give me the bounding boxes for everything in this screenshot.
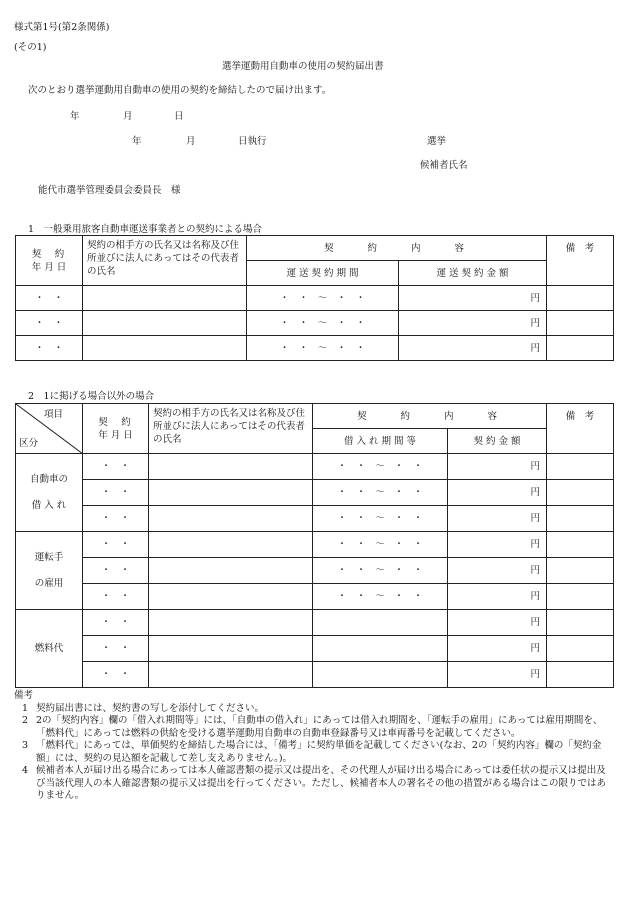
s2-period-cell: ・ ・ ～ ・ ・ xyxy=(313,584,448,610)
s2-remarks-cell xyxy=(547,584,614,610)
s2-remarks-cell xyxy=(547,662,614,688)
s2-amount-cell: 円 xyxy=(448,662,547,688)
s2-period-cell: ・ ・ ～ ・ ・ xyxy=(313,454,448,480)
intro-text: 次のとおり選挙運動用自動車の使用の契約を締結したので届け出ます。 xyxy=(28,85,332,96)
s2-amount-cell: 円 xyxy=(448,610,547,636)
s2-date-cell: ・ ・ xyxy=(83,480,149,506)
s1-period-cell: ・ ・ ～ ・ ・ xyxy=(247,286,399,311)
table-row xyxy=(16,311,614,336)
s2-party-cell xyxy=(149,610,313,636)
table-row xyxy=(16,532,614,558)
date-day-label: 日 xyxy=(174,111,184,122)
note-item: 1 契約届出書には、契約書の写しを添付してください。 xyxy=(22,702,265,714)
table-row xyxy=(16,636,614,662)
note-item: 4 候補者本人が届け出る場合にあっては本人確認書類の提示又は提出を、その代理人が届け出る場合にあっては委任状の提示又は提出及び当該代理人の本人確認書類の提示又は提出を行ってください。ただし、候補者本人の署名その他の措置がある場合はこの限りではありません。 xyxy=(22,765,607,801)
table-row xyxy=(16,286,614,311)
s1-amount-header: 運 送 契 約 金 額 xyxy=(399,261,547,286)
s1-contract-header: 契 約 内 容 xyxy=(247,236,547,261)
s2-period-cell: ・ ・ ～ ・ ・ xyxy=(313,480,448,506)
exec-year-label: 年 xyxy=(132,136,142,147)
s2-item-label: 項目 xyxy=(44,409,64,420)
s2-period-cell: ・ ・ ～ ・ ・ xyxy=(313,532,448,558)
s1-remarks-cell xyxy=(547,336,614,361)
exec-month-label: 月 xyxy=(186,136,196,147)
s1-remarks-header: 備 考 xyxy=(547,236,614,286)
table-row xyxy=(16,506,614,532)
s2-group-fuel: 燃料代 xyxy=(16,610,83,688)
s2-remarks-header: 備 考 xyxy=(547,404,614,454)
s2-party-cell xyxy=(149,532,313,558)
s2-date-cell: ・ ・ xyxy=(83,454,149,480)
s2-party-cell xyxy=(149,506,313,532)
section1-heading: 1 一般乗用旅客自動車運送事業者との契約による場合 xyxy=(28,224,263,235)
s2-group-car-rental: 自動車の 借 入 れ xyxy=(16,454,83,532)
s2-party-cell xyxy=(149,636,313,662)
form-part: (その1) xyxy=(14,42,47,53)
s2-party-header: 契約の相手方の氏名又は名称及び住所並びに法人にあってはその代表者の氏名 xyxy=(149,404,313,454)
s2-remarks-cell xyxy=(547,480,614,506)
election-label: 選挙 xyxy=(427,136,447,147)
s2-period-cell xyxy=(313,636,448,662)
s2-date-cell: ・ ・ xyxy=(83,532,149,558)
exec-day-label: 日執行 xyxy=(238,136,267,147)
s2-date-cell: ・ ・ xyxy=(83,558,149,584)
s2-amount-cell: 円 xyxy=(448,636,547,662)
s2-amount-cell: 円 xyxy=(448,506,547,532)
s1-period-cell: ・ ・ ～ ・ ・ xyxy=(247,336,399,361)
s1-party-cell xyxy=(83,286,247,311)
table-row xyxy=(16,558,614,584)
s2-date-cell: ・ ・ xyxy=(83,506,149,532)
s2-amount-header: 契 約 金 額 xyxy=(448,429,547,454)
s2-date-cell: ・ ・ xyxy=(83,584,149,610)
table-row xyxy=(16,584,614,610)
s2-date-cell: ・ ・ xyxy=(83,662,149,688)
s2-contract-header: 契 約 内 容 xyxy=(313,404,547,429)
s2-amount-cell: 円 xyxy=(448,454,547,480)
s2-party-cell xyxy=(149,558,313,584)
notes-title: 備考 xyxy=(14,690,34,701)
section2-heading: 2 1に掲げる場合以外の場合 xyxy=(28,391,155,402)
s1-date-cell: ・ ・ xyxy=(16,336,83,361)
s2-remarks-cell xyxy=(547,610,614,636)
section1-table xyxy=(15,235,614,361)
s1-period-header: 運 送 契 約 期 間 xyxy=(247,261,399,286)
table-row xyxy=(16,454,614,480)
s2-remarks-cell xyxy=(547,532,614,558)
date-month-label: 月 xyxy=(123,111,133,122)
s1-party-cell xyxy=(83,311,247,336)
table-row xyxy=(16,336,614,361)
s2-date-header: 契 約 年 月 日 xyxy=(83,404,149,454)
s2-date-cell: ・ ・ xyxy=(83,610,149,636)
note-item: 3 「燃料代」にあっては、単価契約を締結した場合には、「備考」に契約単価を記載してください(なお、2の「契約内容」欄の「契約金額」には、契約の見込額を記載して差し支えありません。)。 xyxy=(22,740,602,764)
form-number: 様式第1号(第2条関係) xyxy=(14,22,110,33)
s1-date-cell: ・ ・ xyxy=(16,286,83,311)
note-item: 2 2の「契約内容」欄の「借入れ期間等」には、「自動車の借入れ」にあっては借入れ期間を、「運転手の雇用」にあっては雇用期間を、「燃料代」にあっては燃料の供給を受ける選挙運動用自動車の自動車登録番号又は車両番号を記載してください。 xyxy=(22,715,603,739)
s2-remarks-cell xyxy=(547,506,614,532)
s2-date-cell: ・ ・ xyxy=(83,636,149,662)
s2-party-cell xyxy=(149,662,313,688)
s2-party-cell xyxy=(149,584,313,610)
s1-amount-cell: 円 xyxy=(399,311,547,336)
candidate-name-label: 候補者氏名 xyxy=(420,160,468,171)
document-title: 選挙運動用自動車の使用の契約届出書 xyxy=(222,61,384,72)
section2-table xyxy=(15,403,614,688)
s2-period-cell: ・ ・ ～ ・ ・ xyxy=(313,506,448,532)
s2-remarks-cell xyxy=(547,636,614,662)
s2-division-label: 区分 xyxy=(19,438,39,449)
s1-amount-cell: 円 xyxy=(399,286,547,311)
s1-period-cell: ・ ・ ～ ・ ・ xyxy=(247,311,399,336)
s2-period-cell xyxy=(313,662,448,688)
notes-section xyxy=(14,690,614,803)
s1-remarks-cell xyxy=(547,286,614,311)
s2-period-cell xyxy=(313,610,448,636)
s2-amount-cell: 円 xyxy=(448,480,547,506)
s1-party-cell xyxy=(83,336,247,361)
s2-remarks-cell xyxy=(547,454,614,480)
s1-party-header: 契約の相手方の氏名又は名称及び住所並びに法人にあってはその代表者の氏名 xyxy=(83,236,247,286)
s2-period-header: 借 入 れ 期 間 等 xyxy=(313,429,448,454)
s2-party-cell xyxy=(149,454,313,480)
s2-amount-cell: 円 xyxy=(448,532,547,558)
s2-period-cell: ・ ・ ～ ・ ・ xyxy=(313,558,448,584)
s2-item-division-header xyxy=(16,404,83,454)
table-row xyxy=(16,610,614,636)
s1-remarks-cell xyxy=(547,311,614,336)
addressee: 能代市選挙管理委員会委員長 様 xyxy=(38,185,181,196)
s1-date-header: 契 約 年 月 日 xyxy=(16,236,83,286)
table-row xyxy=(16,480,614,506)
s2-party-cell xyxy=(149,480,313,506)
s2-amount-cell: 円 xyxy=(448,558,547,584)
s2-remarks-cell xyxy=(547,558,614,584)
s2-amount-cell: 円 xyxy=(448,584,547,610)
s1-amount-cell: 円 xyxy=(399,336,547,361)
date-year-label: 年 xyxy=(70,111,80,122)
s2-group-driver-hire: 運転手 の雇用 xyxy=(16,532,83,610)
s1-date-cell: ・ ・ xyxy=(16,311,83,336)
table-row xyxy=(16,662,614,688)
